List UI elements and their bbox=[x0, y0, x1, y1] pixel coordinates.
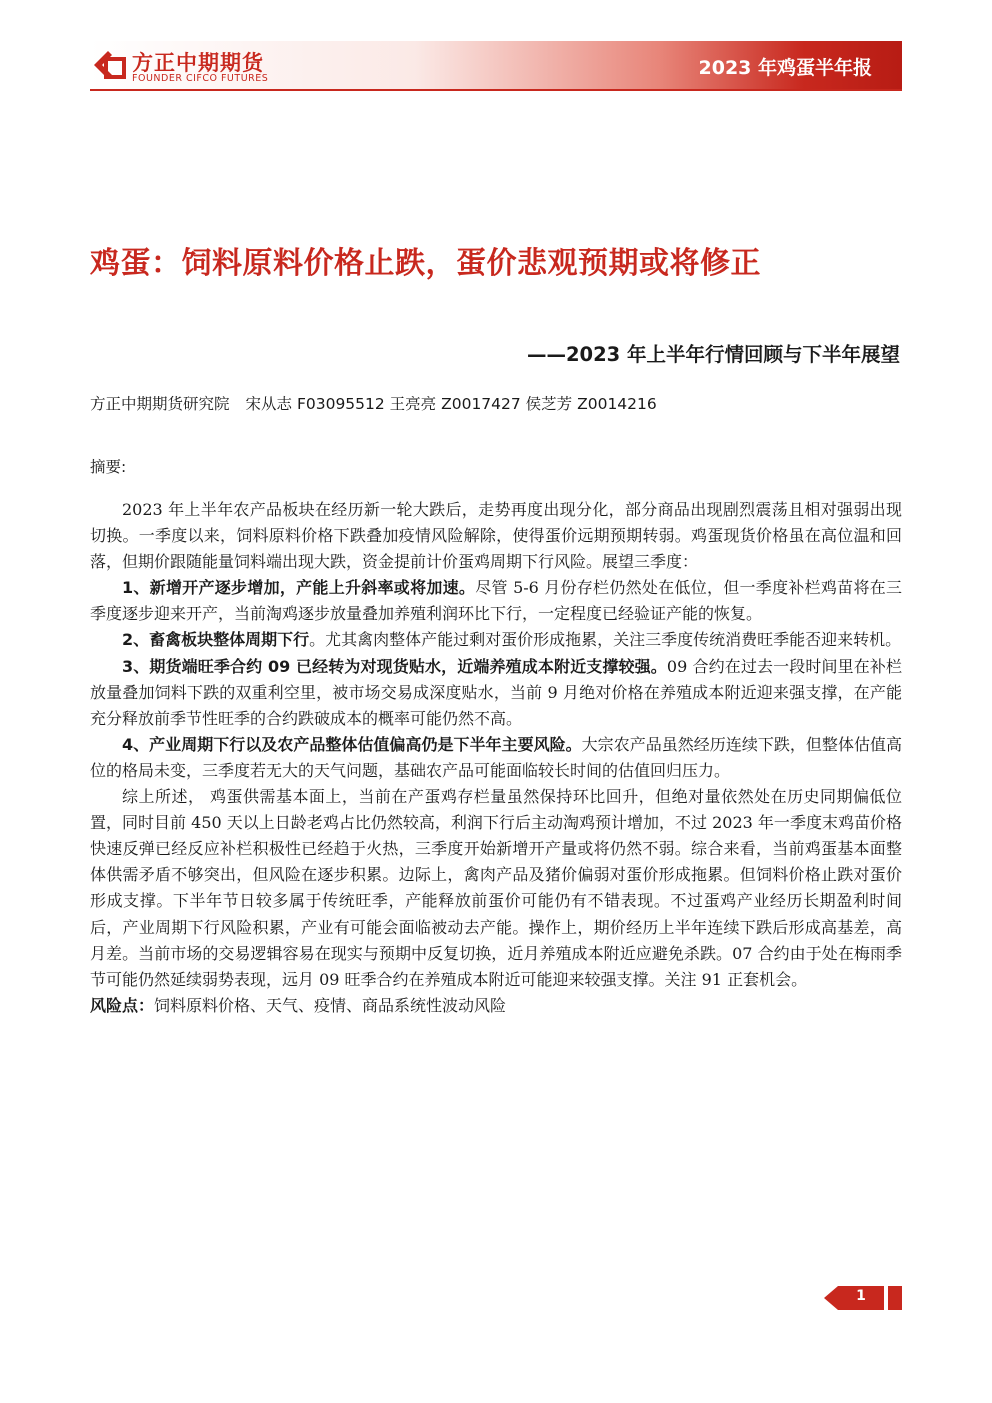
page-title: 鸡蛋：饲料原料价格止跌，蛋价悲观预期或将修正 bbox=[90, 246, 761, 281]
paragraph-text: 2023 年上半年农产品板块在经历新一轮大跌后，走势再度出现分化，部分商品出现剧烈震荡且相对强弱出现切换。一季度以来，饲料原料价格下跌叠加疫情风险解除，使得蛋价远期预期转弱。鸡蛋现货价格虽在高位温和回落，但期价跟随能量饲料端出现大跌，资金提前计价蛋鸡周期下行风险。展望三季度： bbox=[90, 500, 902, 572]
risk-paragraph bbox=[90, 993, 902, 1019]
header-divider bbox=[90, 89, 902, 91]
report-label: 2023 年鸡蛋半年报 bbox=[698, 57, 872, 79]
page-subtitle: ——2023 年上半年行情回顾与下半年展望 bbox=[526, 343, 900, 366]
author-names: 宋从志 F03095512 王亮亮 Z0017427 侯芝芳 Z0014216 bbox=[245, 395, 657, 413]
authors-line bbox=[90, 392, 673, 414]
paragraph bbox=[90, 575, 902, 627]
logo-mark-icon bbox=[90, 45, 130, 85]
paragraph-text: 。尤其禽肉整体产能过剩对蛋价形成拖累，关注三季度传统消费旺季能否迎来转机。 bbox=[309, 630, 902, 650]
logo-subtitle: FOUNDER CIFCO FUTURES bbox=[132, 73, 269, 84]
abstract-label: 摘要: bbox=[90, 458, 127, 476]
paragraph-bold: 4、产业周期下行以及农产品整体估值偏高仍是下半年主要风险。 bbox=[122, 734, 582, 754]
paragraph bbox=[90, 654, 902, 732]
paragraph bbox=[90, 627, 902, 653]
company-logo bbox=[90, 45, 310, 87]
page-number-bar bbox=[888, 1286, 902, 1310]
paragraph-bold: 2、畜禽板块整体周期下行 bbox=[122, 630, 310, 650]
paragraph bbox=[90, 784, 902, 993]
logo-name: 方正中期期货 bbox=[132, 51, 264, 75]
paragraph-bold: 3、期货端旺季合约 09 已经转为对现货贴水，近端养殖成本附近支撑较强。 bbox=[122, 656, 667, 676]
risk-label: 风险点： bbox=[90, 995, 155, 1015]
paragraph bbox=[90, 497, 902, 575]
paragraph-text: 综上所述， 鸡蛋供需基本面上，当前在产蛋鸡存栏量虽然保持环比回升，但绝对量依然处在历史同期偏低位置，同时目前 450 天以上日龄老鸡占比仍然较高，利润下行后主动淘鸡预计增加，不过 2023 年一季度末鸡苗价格快速反弹已经反应补栏积极性已经趋于火热，三季度开始新增开产量或将仍然不弱。综合来看，当前鸡蛋基本面整体供需矛盾不够突出，但风险在逐步积累。边际上，禽肉产品及猪价偏弱对蛋价形成拖累。但饲料价格止跌对蛋价形成支撑。下半年节日较多属于传统旺季，产能释放前蛋价可能仍有不错表现。不过蛋鸡产业经历长期盈利时间后，产业周期下行风险积累，产业有可能会面临被动去产能。操作上，期价经历上半年连续下跌后形成高基差，高月差。当前市场的交易逻辑容易在现实与预期中反复切换，近月养殖成本附近应避免杀跌。07 合约由于处在梅雨季节可能仍然延续弱势表现，远月 09 旺季合约在养殖成本附近可能迎来较强支撑。关注 91 正套机会。 bbox=[90, 787, 902, 989]
paragraph-text: 09 合约在过去一段时间里在补栏放量叠加饲料下跌的双重利空里，被市场交易成深度贴水，当前 9 月绝对价格在养殖成本附近迎来强支撑，在产能充分释放前季节性旺季的合约跌破成本的概率可能仍然不高。 bbox=[90, 656, 902, 728]
paragraph-bold: 1、新增开产逐步增加，产能上升斜率或将加速。 bbox=[122, 578, 476, 598]
paragraph bbox=[90, 732, 902, 784]
institution-name: 方正中期期货研究院 bbox=[90, 395, 230, 413]
paragraph-text: 尽管 5-6 月份存栏仍然处在低位，但一季度补栏鸡苗将在三季度逐步迎来开产，当前淘鸡逐步放量叠加养殖利润环比下行，一定程度已经验证产能的恢复。 bbox=[90, 578, 902, 624]
paragraph-text: 大宗农产品虽然经历连续下跌，但整体估值高位的格局未变，三季度若无大的天气问题，基础农产品可能面临较长时间的估值回归压力。 bbox=[90, 734, 902, 780]
risk-text: 饲料原料价格、天气、疫情、商品系统性波动风险 bbox=[154, 995, 507, 1015]
page-number: 1 bbox=[856, 1288, 866, 1304]
abstract-body bbox=[90, 497, 902, 1019]
